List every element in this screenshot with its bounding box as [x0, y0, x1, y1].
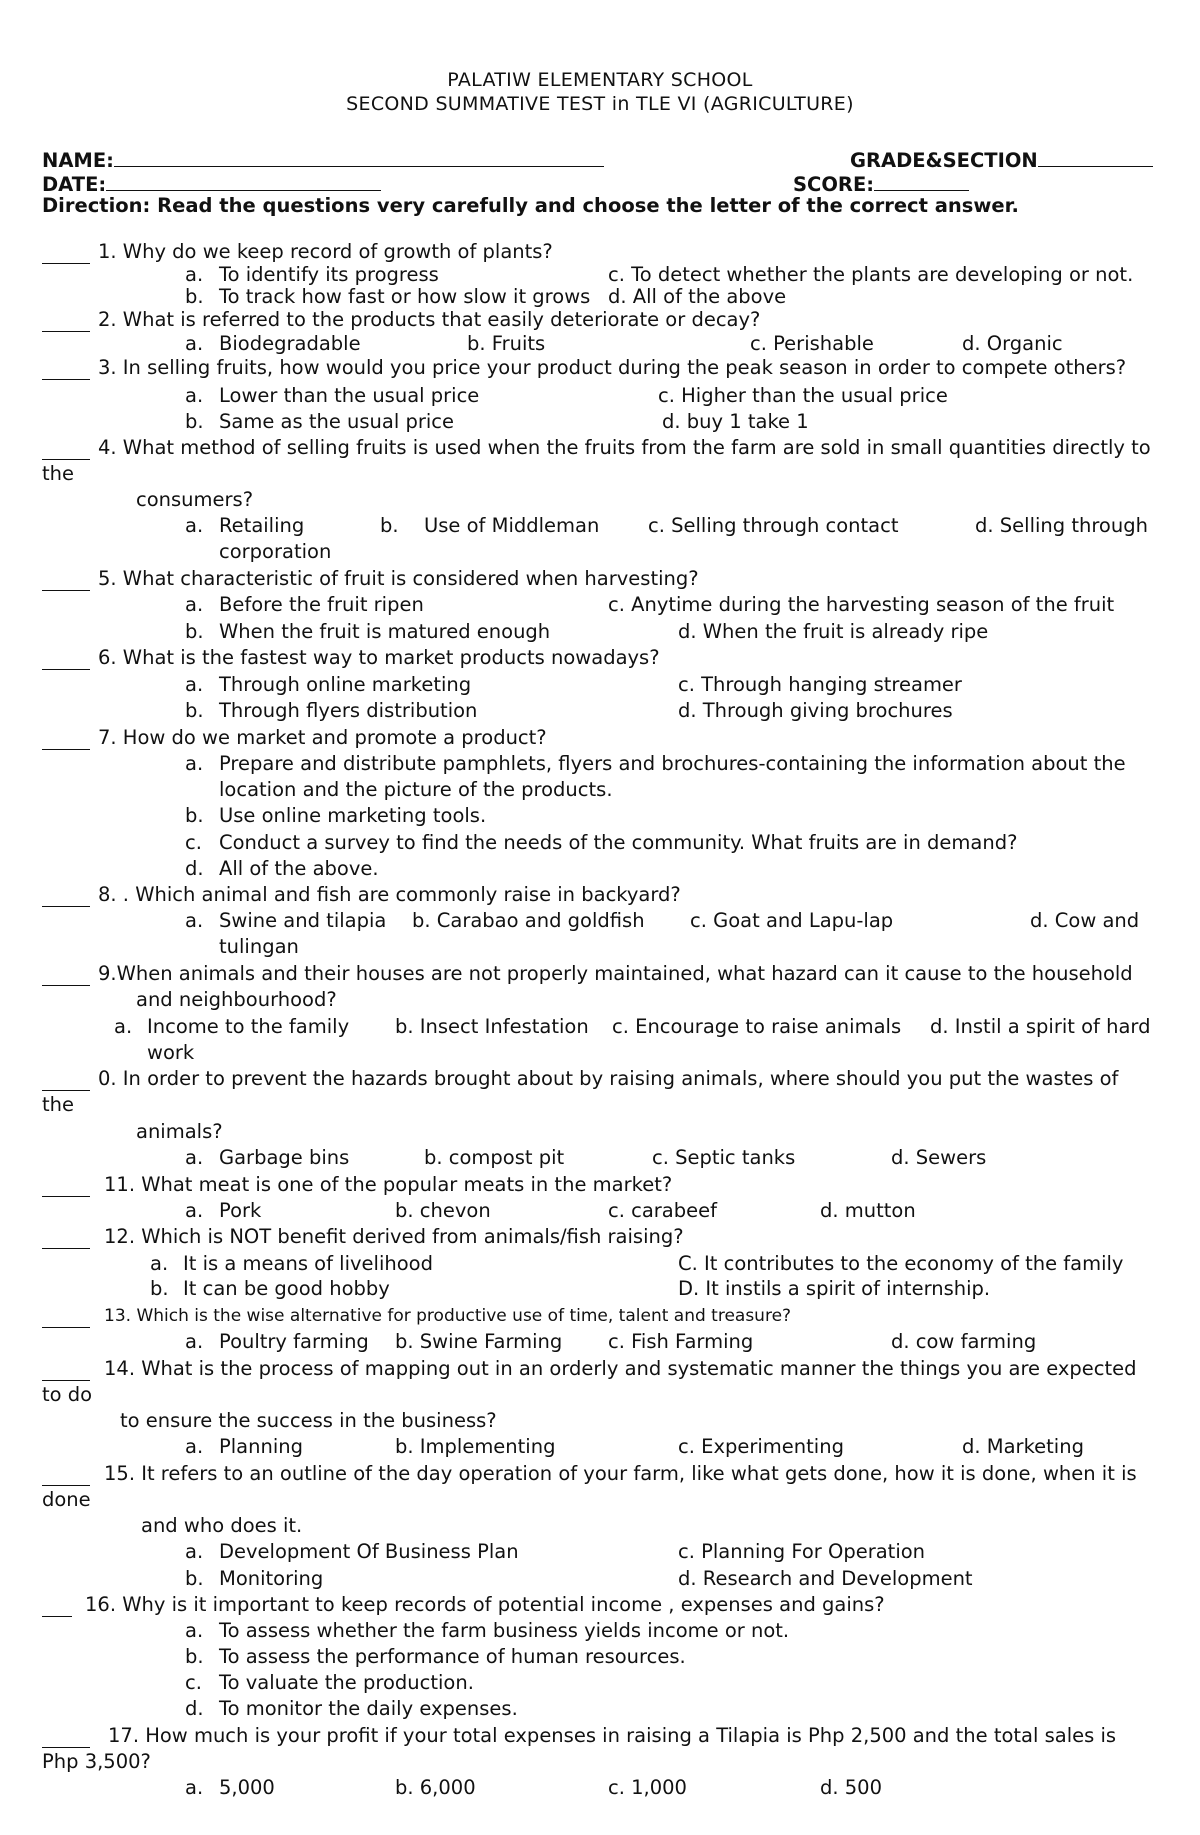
q4-option-a-wrap: corporation: [219, 540, 332, 563]
q9-option-wrap: work: [147, 1041, 195, 1064]
q4-option-a-letter: a.: [185, 514, 204, 537]
q4-option-a[interactable]: Retailing: [219, 514, 305, 537]
q16-option-c-letter: c.: [185, 1671, 202, 1694]
q14-option-a-letter: a.: [185, 1435, 204, 1458]
q12-option-a[interactable]: It is a means of livelihood: [183, 1252, 433, 1275]
question-10: 0. In order to prevent the hazards brought about by raising animals, where should you put the wastes of: [98, 1067, 1119, 1090]
q14-option-c[interactable]: c. Experimenting: [678, 1435, 844, 1458]
q8-option-wrap: tulingan: [219, 935, 299, 958]
grade-section-blank[interactable]: [1038, 148, 1153, 167]
q17-option-b[interactable]: b. 6,000: [395, 1776, 476, 1799]
q11-option-a-letter: a.: [185, 1199, 204, 1222]
question-13: 13. Which is the wise alternative for productive use of time, talent and treasure?: [104, 1306, 792, 1326]
q2-option-a-letter: a.: [185, 332, 204, 355]
question-11: 11. What meat is one of the popular meats in the market?: [104, 1173, 673, 1196]
q12-option-a-letter: a.: [150, 1252, 169, 1275]
score-label: SCORE:: [793, 173, 875, 196]
q10-option-a-letter: a.: [185, 1146, 204, 1169]
direction-text: Direction: Read the questions very carefully and choose the letter of the correct answer.: [42, 194, 1019, 217]
answer-blank-7[interactable]: [42, 731, 90, 750]
q15-option-b-letter: b.: [185, 1567, 204, 1590]
q2-option-b[interactable]: b. Fruits: [467, 332, 546, 355]
q11-option-a[interactable]: Pork: [219, 1199, 262, 1222]
question-15: 15. It refers to an outline of the day operation of your farm, like what gets done, how it is done, when it is: [104, 1462, 1137, 1485]
q7-option-b[interactable]: Use online marketing tools.: [219, 804, 487, 827]
q17-option-c[interactable]: c. 1,000: [608, 1776, 687, 1799]
q1-option-a[interactable]: To identify its progress: [219, 263, 439, 286]
question-9: 9.When animals and their houses are not properly maintained, what hazard can it cause to the household: [98, 962, 1133, 985]
q3-option-b[interactable]: Same as the usual price: [219, 410, 454, 433]
q14-option-b[interactable]: b. Implementing: [395, 1435, 556, 1458]
q4-option-c[interactable]: c. Selling through contact: [648, 514, 899, 537]
answer-blank-15[interactable]: [42, 1467, 90, 1486]
q7-option-c-letter: c.: [185, 831, 202, 854]
question-9-cont: and neighbourhood?: [136, 988, 337, 1011]
q12-option-c[interactable]: C. It contributes to the economy of the family: [678, 1252, 1124, 1275]
q12-option-d[interactable]: D. It instils a spirit of internship.: [678, 1277, 991, 1300]
answer-blank-12[interactable]: [42, 1230, 90, 1249]
answer-blank-3[interactable]: [42, 361, 90, 380]
q6-option-a[interactable]: Through online marketing: [219, 673, 472, 696]
question-14-cont-2: to ensure the success in the business?: [120, 1409, 497, 1432]
q7-option-b-letter: b.: [185, 804, 204, 827]
q9-option-a-letter: a.: [114, 1015, 133, 1038]
answer-blank-17[interactable]: [42, 1729, 90, 1748]
question-15-cont: done: [42, 1488, 91, 1511]
q16-option-d-letter: d.: [185, 1697, 204, 1720]
q6-option-c[interactable]: c. Through hanging streamer: [678, 673, 962, 696]
answer-blank-13[interactable]: [42, 1309, 90, 1328]
question-10-cont-2: animals?: [136, 1120, 223, 1143]
q13-option-b[interactable]: b. Swine Farming: [395, 1330, 563, 1353]
q5-option-a[interactable]: Before the fruit ripen: [219, 593, 424, 616]
question-4: 4. What method of selling fruits is used when the fruits from the farm are sold in small quantities directly to: [98, 436, 1151, 459]
q3-option-c[interactable]: c. Higher than the usual price: [658, 384, 948, 407]
q15-option-c[interactable]: c. Planning For Operation: [678, 1540, 926, 1563]
q14-option-d[interactable]: d. Marketing: [962, 1435, 1084, 1458]
q13-option-a[interactable]: Poultry farming: [219, 1330, 369, 1353]
q6-option-b[interactable]: Through flyers distribution: [219, 699, 478, 722]
q8-option-c[interactable]: c. Goat and Lapu-lap: [690, 909, 894, 932]
q16-option-b[interactable]: To assess the performance of human resources.: [219, 1645, 686, 1668]
q16-option-d[interactable]: To monitor the daily expenses.: [219, 1697, 518, 1720]
q6-option-b-letter: b.: [185, 699, 204, 722]
q10-option-c[interactable]: c. Septic tanks: [652, 1146, 796, 1169]
answer-blank-1[interactable]: [42, 245, 90, 264]
q10-option-b[interactable]: b. compost pit: [424, 1146, 565, 1169]
q15-option-d[interactable]: d. Research and Development: [678, 1567, 973, 1590]
score-blank[interactable]: [874, 172, 969, 191]
q11-option-b[interactable]: b. chevon: [395, 1199, 491, 1222]
q15-option-a-letter: a.: [185, 1540, 204, 1563]
question-4-cont: the: [42, 462, 75, 485]
q8-option-a[interactable]: Swine and tilapia: [219, 909, 387, 932]
answer-blank-8[interactable]: [42, 888, 90, 907]
q9-option-a[interactable]: Income to the family: [147, 1015, 350, 1038]
q2-option-a[interactable]: Biodegradable: [219, 332, 361, 355]
q5-option-d[interactable]: d. When the fruit is already ripe: [678, 620, 989, 643]
q4-option-d[interactable]: d. Selling through: [975, 514, 1148, 537]
name-field[interactable]: [42, 148, 604, 173]
q16-option-c[interactable]: To valuate the production.: [219, 1671, 474, 1694]
q2-option-c[interactable]: c. Perishable: [750, 332, 874, 355]
q3-option-a-letter: a.: [185, 384, 204, 407]
question-7: 7. How do we market and promote a product?: [98, 726, 547, 749]
q13-option-c[interactable]: c. Fish Farming: [608, 1330, 754, 1353]
answer-blank-4[interactable]: [42, 441, 90, 460]
question-15-cont-2: and who does it.: [141, 1514, 303, 1537]
grade-section-label: GRADE&SECTION: [850, 149, 1038, 172]
question-12: 12. Which is NOT benefit derived from animals/fish raising?: [104, 1225, 684, 1248]
name-label: NAME:: [42, 149, 114, 172]
question-14: 14. What is the process of mapping out in an orderly and systematic manner the things you are expected: [104, 1357, 1137, 1380]
q17-option-a[interactable]: 5,000: [219, 1776, 275, 1799]
question-17-cont: Php 3,500?: [42, 1750, 151, 1773]
answer-blank-14[interactable]: [42, 1362, 90, 1381]
name-blank[interactable]: [114, 148, 604, 167]
question-16: 16. Why is it important to keep records of potential income , expenses and gains?: [85, 1593, 885, 1616]
q17-option-a-letter: a.: [185, 1776, 204, 1799]
q3-option-b-letter: b.: [185, 410, 204, 433]
q1-option-d[interactable]: d. All of the above: [608, 285, 787, 308]
question-1: 1. Why do we keep record of growth of plants?: [98, 240, 553, 263]
q9-option-c[interactable]: c. Encourage to raise animals: [612, 1015, 902, 1038]
q8-option-a-letter: a.: [185, 909, 204, 932]
q7-option-a-letter: a.: [185, 752, 204, 775]
q5-option-b-letter: b.: [185, 620, 204, 643]
q7-option-d[interactable]: All of the above.: [219, 857, 379, 880]
test-title: SECOND SUMMATIVE TEST in TLE VI (AGRICULTURE): [346, 93, 854, 115]
q5-option-a-letter: a.: [185, 593, 204, 616]
q16-option-a-letter: a.: [185, 1619, 204, 1642]
answer-blank-6[interactable]: [42, 651, 90, 670]
q17-option-d[interactable]: d. 500: [820, 1776, 882, 1799]
q4-option-b[interactable]: Use of Middleman: [424, 514, 600, 537]
q12-option-b-letter: b.: [150, 1277, 169, 1300]
q9-option-b[interactable]: b. Insect Infestation: [395, 1015, 589, 1038]
answer-blank-11[interactable]: [42, 1178, 90, 1197]
question-17: 17. How much is your profit if your total expenses in raising a Tilapia is Php 2,500 and the total sales is: [108, 1724, 1117, 1747]
answer-blank-5[interactable]: [42, 572, 90, 591]
q10-option-d[interactable]: d. Sewers: [891, 1146, 987, 1169]
q5-option-b[interactable]: When the fruit is matured enough: [219, 620, 551, 643]
q12-option-b[interactable]: It can be good hobby: [183, 1277, 390, 1300]
q15-option-a[interactable]: Development Of Business Plan: [219, 1540, 519, 1563]
q8-option-b[interactable]: b. Carabao and goldfish: [412, 909, 645, 932]
q5-option-c[interactable]: c. Anytime during the harvesting season of the fruit: [608, 593, 1115, 616]
q14-option-a[interactable]: Planning: [219, 1435, 303, 1458]
answer-blank-16[interactable]: [42, 1598, 72, 1617]
q7-option-d-letter: d.: [185, 857, 204, 880]
q7-option-c[interactable]: Conduct a survey to find the needs of the community. What fruits are in demand?: [219, 831, 1018, 854]
answer-blank-2[interactable]: [42, 313, 90, 332]
q6-option-d[interactable]: d. Through giving brochures: [678, 699, 953, 722]
q3-option-d[interactable]: d. buy 1 take 1: [662, 410, 809, 433]
question-2: 2. What is referred to the products that easily deteriorate or decay?: [98, 308, 761, 331]
question-8: 8. . Which animal and fish are commonly raise in backyard?: [98, 883, 681, 906]
school-name: PALATIW ELEMENTARY SCHOOL: [447, 69, 753, 91]
q11-option-c[interactable]: c. carabeef: [608, 1199, 717, 1222]
grade-section-field[interactable]: [850, 148, 1153, 173]
question-3: 3. In selling fruits, how would you price your product during the peak season in order to compete others?: [98, 356, 1127, 379]
q1-option-a-letter: a.: [185, 263, 204, 286]
date-blank[interactable]: [106, 172, 381, 191]
question-14-cont: to do: [42, 1383, 93, 1406]
date-label: DATE:: [42, 173, 107, 196]
question-6: 6. What is the fastest way to market products nowadays?: [98, 646, 660, 669]
q16-option-b-letter: b.: [185, 1645, 204, 1668]
q7-option-a-wrap: location and the picture of the products.: [219, 778, 613, 801]
q16-option-a[interactable]: To assess whether the farm business yields income or not.: [219, 1619, 790, 1642]
q11-option-d[interactable]: d. mutton: [820, 1199, 916, 1222]
question-5: 5. What characteristic of fruit is considered when harvesting?: [98, 567, 699, 590]
q9-option-d[interactable]: d. Instil a spirit of hard: [930, 1015, 1151, 1038]
answer-blank-10[interactable]: [42, 1072, 90, 1091]
q1-option-b-letter: b.: [185, 285, 204, 308]
q3-option-a[interactable]: Lower than the usual price: [219, 384, 480, 407]
q7-option-a[interactable]: Prepare and distribute pamphlets, flyers and brochures-containing the information about the: [219, 752, 1126, 775]
q4-option-b-letter: b.: [380, 514, 399, 537]
q15-option-b[interactable]: Monitoring: [219, 1567, 324, 1590]
question-10-cont: the: [42, 1093, 75, 1116]
answer-blank-9[interactable]: [42, 967, 90, 986]
question-4-cont-2: consumers?: [136, 488, 254, 511]
q1-option-b[interactable]: To track how fast or how slow it grows: [219, 285, 591, 308]
q6-option-a-letter: a.: [185, 673, 204, 696]
q8-option-d[interactable]: d. Cow and: [1030, 909, 1140, 932]
q1-option-c[interactable]: c. To detect whether the plants are developing or not.: [608, 263, 1134, 286]
q13-option-d[interactable]: d. cow farming: [891, 1330, 1037, 1353]
q2-option-d[interactable]: d. Organic: [962, 332, 1063, 355]
q10-option-a[interactable]: Garbage bins: [219, 1146, 350, 1169]
q13-option-a-letter: a.: [185, 1330, 204, 1353]
